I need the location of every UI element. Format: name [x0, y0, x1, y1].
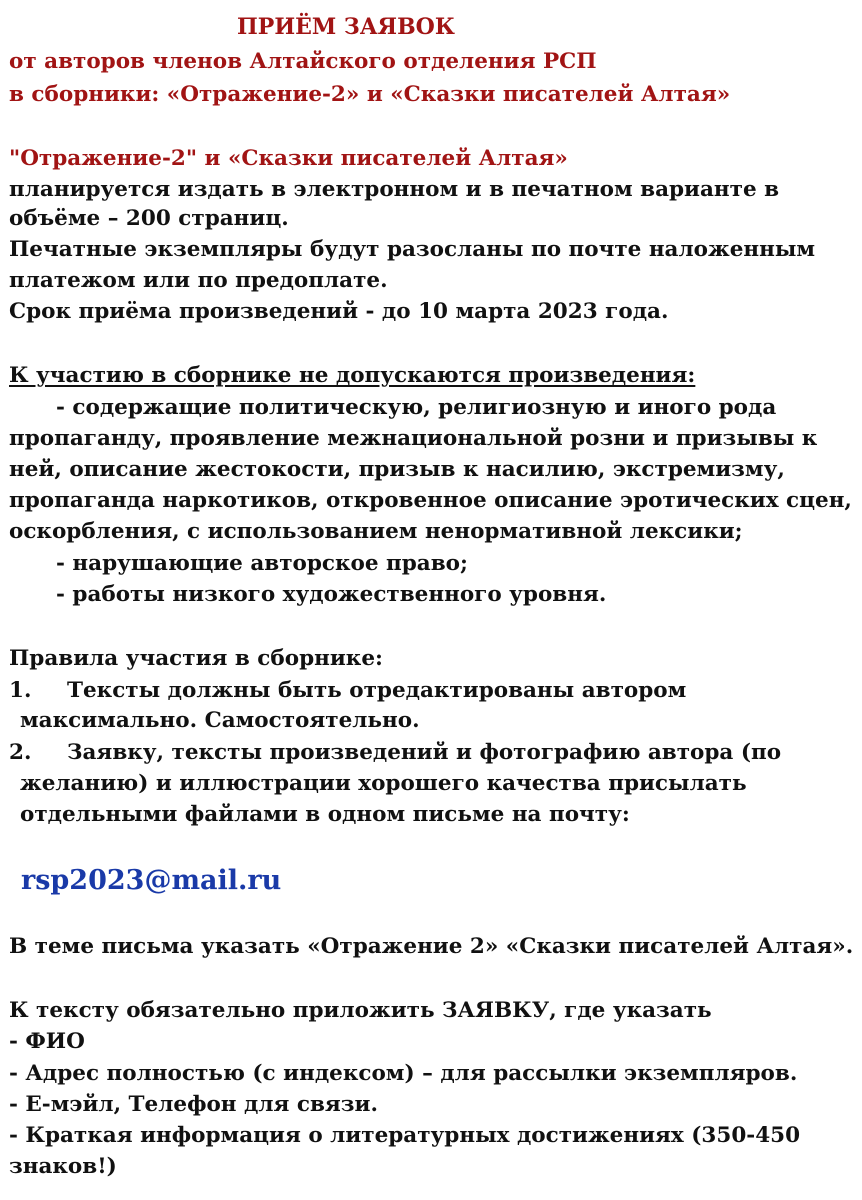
rule-2-line-2: желанию) и иллюстрации хорошего качества присылать	[20, 771, 747, 796]
restriction-line-6: - нарушающие авторское право;	[56, 551, 468, 576]
rule-2-line-1: Заявку, тексты произведений и фотографию автора (по	[67, 740, 782, 765]
restriction-line-7: - работы низкого художественного уровня.	[56, 582, 607, 607]
restriction-line-1: - содержащие политическую, религиозную и иного рода	[56, 395, 777, 420]
intro-line-4: платежом или по предоплате.	[9, 268, 388, 293]
collections-names: "Отражение-2" и «Сказки писателей Алтая»	[9, 146, 568, 171]
intro-line-2: объёме – 200 страниц.	[9, 206, 289, 231]
rule-1-line-2: максимально. Самостоятельно.	[20, 708, 420, 733]
rules-heading: Правила участия в сборнике:	[9, 646, 383, 671]
restriction-line-5: оскорбления, с использованием ненормативной лексики;	[9, 519, 743, 544]
intro-line-3: Печатные экземпляры будут разосланы по почте наложенным	[9, 237, 816, 262]
rule-1-number: 1.	[9, 678, 32, 703]
restrictions-heading: К участию в сборнике не допускаются произведения:	[9, 363, 696, 388]
restriction-line-3: ней, описание жестокости, призыв к насилию, экстремизму,	[9, 457, 785, 482]
application-item-info-cont: знаков!)	[9, 1154, 117, 1179]
application-item-address: - Адрес полностью (с индексом) – для рассылки экземпляров.	[9, 1061, 798, 1086]
application-intro: К тексту обязательно приложить ЗАЯВКУ, где указать	[9, 998, 712, 1023]
intro-line-1: планируется издать в электронном и в печатном варианте в	[9, 177, 780, 202]
subtitle-collections: в сборники: «Отражение-2» и «Сказки писателей Алтая»	[9, 82, 731, 107]
rule-2-number: 2.	[9, 740, 32, 765]
subject-line: В теме письма указать «Отражение 2» «Сказки писателей Алтая».	[9, 934, 854, 959]
application-item-contacts: - Е-мэйл, Телефон для связи.	[9, 1092, 378, 1117]
subtitle-authors: от авторов членов Алтайского отделения РСП	[9, 49, 597, 74]
email-address: rsp2023@mail.ru	[21, 865, 282, 896]
rule-2-line-3: отдельными файлами в одном письме на почту:	[20, 802, 630, 827]
restriction-line-4: пропаганда наркотиков, откровенное описание эротических сцен,	[9, 488, 852, 513]
deadline-line: Срок приёма произведений - до 10 марта 2023 года.	[9, 299, 669, 324]
application-item-fio: - ФИО	[9, 1029, 85, 1054]
restriction-line-2: пропаганду, проявление межнациональной розни и призывы к	[9, 426, 818, 451]
application-item-info: - Краткая информация о литературных достижениях (350-450	[9, 1123, 801, 1148]
page-title: ПРИЁМ ЗАЯВОК	[237, 14, 455, 40]
rule-1-line-1: Тексты должны быть отредактированы автором	[67, 678, 687, 703]
